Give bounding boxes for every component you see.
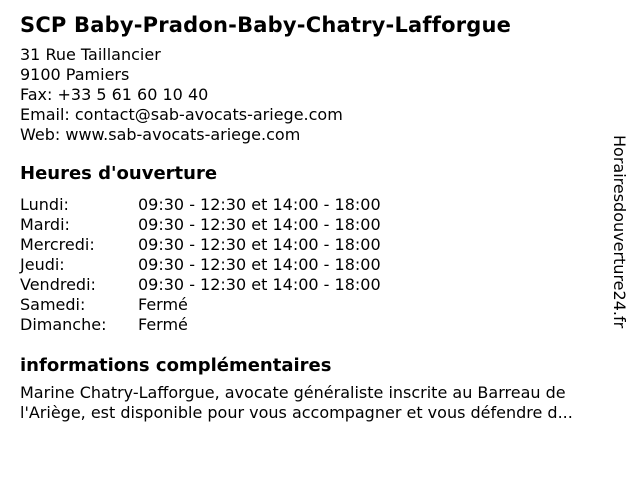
info-text-line-1: Marine Chatry-Lafforgue, avocate généraliste inscrite au Barreau de (20, 383, 566, 402)
hours-row-sunday (20, 315, 620, 335)
day-label: Vendredi: (20, 275, 96, 294)
day-hours: 09:30 - 12:30 et 14:00 - 18:00 (138, 275, 381, 294)
page-title: SCP Baby-Pradon-Baby-Chatry-Lafforgue (20, 13, 512, 37)
watermark-site-name: Horairesdouverture24.fr (610, 135, 629, 329)
contact-block (20, 45, 620, 145)
day-label: Mercredi: (20, 235, 95, 254)
day-hours-closed: Fermé (138, 315, 188, 334)
day-label: Samedi: (20, 295, 86, 314)
day-hours: 09:30 - 12:30 et 14:00 - 18:00 (138, 255, 381, 274)
day-hours: 09:30 - 12:30 et 14:00 - 18:00 (138, 195, 381, 214)
day-hours-closed: Fermé (138, 295, 188, 314)
email-line: Email: contact@sab-avocats-ariege.com (20, 105, 343, 124)
hours-row-monday (20, 195, 620, 215)
hours-row-tuesday (20, 215, 620, 235)
info-text-line-2: l'Ariège, est disponible pour vous accompagner et vous défendre d... (20, 403, 573, 422)
additional-info-text (20, 383, 620, 423)
hours-row-wednesday (20, 235, 620, 255)
day-label: Jeudi: (20, 255, 65, 274)
address-line-2: 9100 Pamiers (20, 65, 130, 84)
web-line: Web: www.sab-avocats-ariege.com (20, 125, 301, 144)
hours-row-saturday (20, 295, 620, 315)
hours-heading: Heures d'ouverture (20, 163, 218, 184)
hours-row-friday (20, 275, 620, 295)
hours-row-thursday (20, 255, 620, 275)
hours-table (20, 195, 620, 335)
day-hours: 09:30 - 12:30 et 14:00 - 18:00 (138, 215, 381, 234)
fax-line: Fax: +33 5 61 60 10 40 (20, 85, 209, 104)
day-label: Mardi: (20, 215, 70, 234)
day-hours: 09:30 - 12:30 et 14:00 - 18:00 (138, 235, 381, 254)
day-label: Lundi: (20, 195, 69, 214)
address-line-1: 31 Rue Taillancier (20, 45, 161, 64)
day-label: Dimanche: (20, 315, 107, 334)
additional-info-heading: informations complémentaires (20, 355, 332, 376)
